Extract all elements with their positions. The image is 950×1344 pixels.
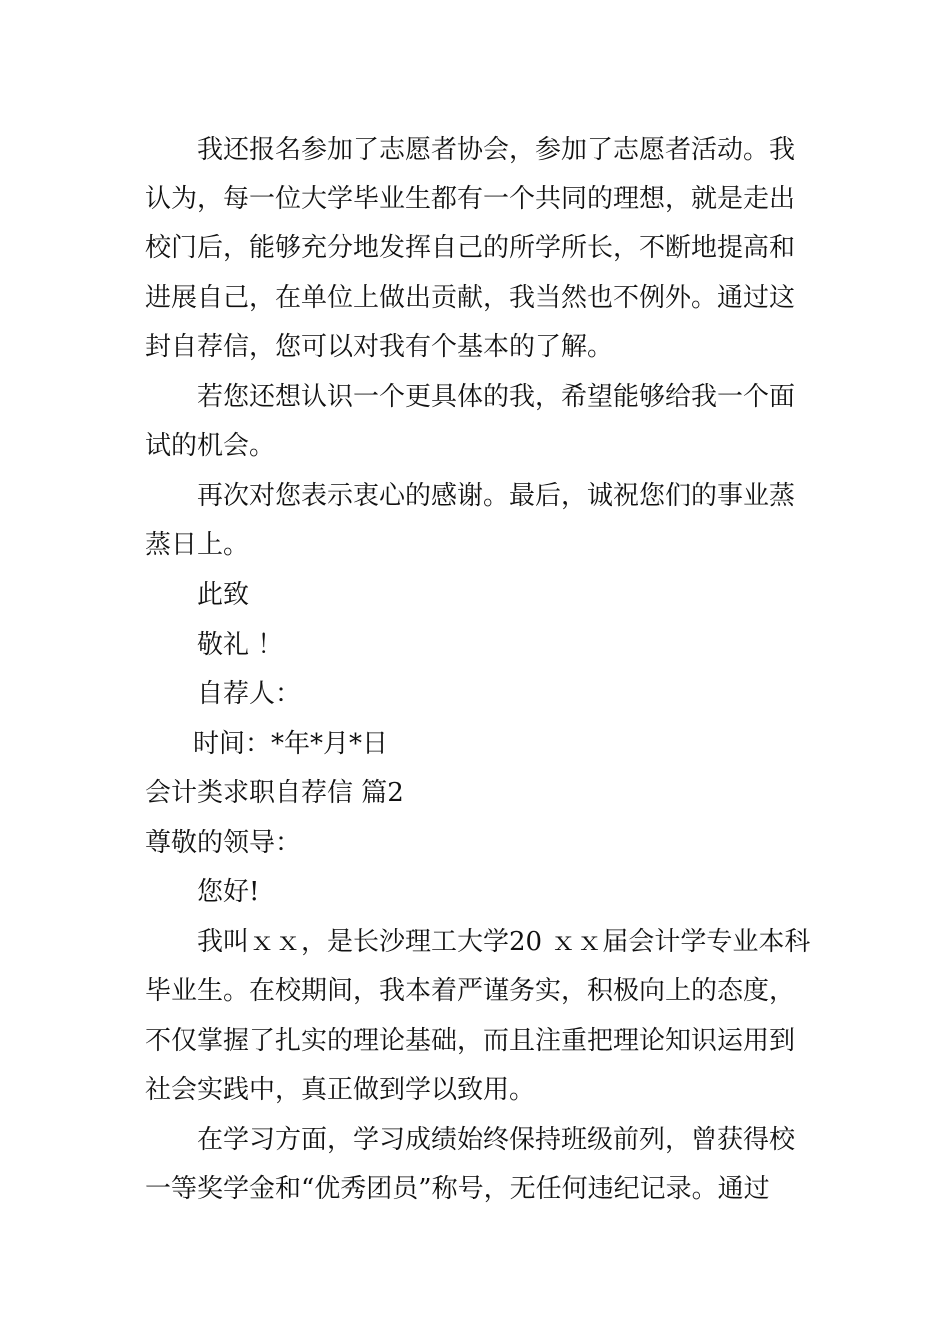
paragraph-line: 试的机会。 — [145, 431, 276, 461]
paragraph-line: 一等奖学金和“优秀团员”称号，无任何违纪记录。通过 — [145, 1174, 770, 1204]
signer-label: 自荐人： — [197, 679, 302, 709]
hello-line: 您好! — [197, 877, 260, 907]
paragraph-line: 在学习方面，学习成绩始终保持班级前列，曾获得校 — [197, 1125, 796, 1155]
closing-regards: 敬礼 ！ — [197, 630, 284, 660]
paragraph-line: 若您还想认识一个更具体的我，希望能够给我一个面 — [197, 382, 796, 412]
paragraph-line: 进展自己，在单位上做出贡献，我当然也不例外。通过这 — [145, 283, 796, 313]
paragraph-line: 封自荐信，您可以对我有个基本的了解。 — [145, 332, 614, 362]
section-title: 会计类求职自荐信 篇2 — [145, 778, 404, 808]
paragraph-line: 我叫ｘｘ，是长沙理工大学20 ｘｘ届会计学专业本科 — [197, 927, 811, 957]
closing-salutation: 此致 — [197, 580, 250, 610]
greeting: 尊敬的领导： — [145, 828, 302, 858]
paragraph-line: 再次对您表示衷心的感谢。最后，诚祝您们的事业蒸 — [197, 481, 796, 511]
paragraph-line: 毕业生。在校期间，我本着严谨务实，积极向上的态度， — [145, 976, 796, 1006]
paragraph-line: 社会实践中，真正做到学以致用。 — [145, 1075, 536, 1105]
date-line: 时间：*年*月*日 — [193, 729, 389, 759]
paragraph-line: 不仅掌握了扎实的理论基础，而且注重把理论知识运用到 — [145, 1026, 796, 1056]
paragraph-line: 蒸日上。 — [145, 530, 250, 560]
paragraph-line: 我还报名参加了志愿者协会，参加了志愿者活动。我 — [197, 135, 796, 165]
paragraph-line: 认为，每一位大学毕业生都有一个共同的理想，就是走出 — [145, 184, 796, 214]
paragraph-line: 校门后，能够充分地发挥自己的所学所长，不断地提高和 — [145, 233, 796, 263]
